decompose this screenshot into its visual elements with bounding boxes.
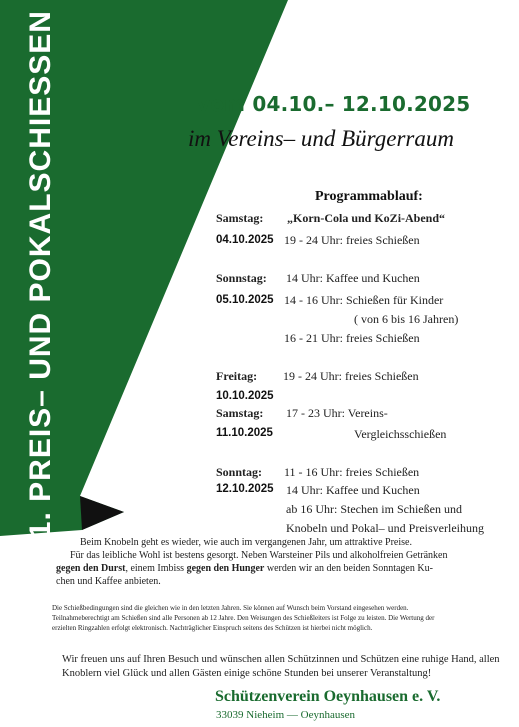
schedule-item: Knobeln und Pokal– und Preisverleihung [286, 521, 484, 535]
info-line: Beim Knobeln geht es wieder, wie auch im vergangenen Jahr, um attraktive Preise. [80, 537, 412, 548]
date-label: 05.10.2025 [216, 294, 274, 306]
rules-line: Die Schießbedingungen sind die gleichen wie in den letzten Jahren. Sie können auf Wunsch beim Vorstand eingesehen werden. [52, 604, 409, 612]
closing-text: Wir freuen uns auf Ihren Besuch und wünschen allen Schützinnen und Schützen eine ruhige Hand, allen Knoblern viel Glück und allen Gästen einige schöne Stunden bei unserer Veranstaltung! [62, 654, 500, 679]
club-name: Schützenverein Oeynhausen e. V. [215, 688, 441, 705]
schedule-item: 17 - 23 Uhr: Vereins- [286, 406, 388, 420]
date-label: 10.10.2025 [216, 390, 274, 402]
evening-title: „Korn-Cola und KoZi-Abend“ [287, 211, 446, 225]
info-line: Für das leibliche Wohl ist bestens gesorgt. Neben Warsteiner Pils und alkoholfreien Getränken [70, 550, 448, 561]
day-label: Samstag: [216, 211, 264, 225]
date-range: vom 04.10.– 12.10.2025 [197, 92, 471, 116]
day-label: Sonntag: [216, 465, 263, 479]
date-label: 11.10.2025 [216, 427, 273, 439]
info-bold: gegen den Hunger [186, 563, 265, 574]
event-title: 41. PREIS– UND POKALSCHIESSEN [24, 10, 57, 556]
program-heading: Programmablauf: [315, 189, 423, 204]
schedule-item: 11 - 16 Uhr: freies Schießen [284, 465, 420, 479]
date-label: 12.10.2025 [216, 483, 274, 495]
schedule-item: 19 - 24 Uhr: freies Schießen [284, 233, 420, 247]
venue: im Vereins– und Bürgerraum [188, 126, 454, 151]
club-address: 33039 Nieheim — Oeynhausen [216, 709, 355, 721]
schedule-item: 14 Uhr: Kaffee und Kuchen [286, 483, 420, 497]
black-wedge-shape [80, 496, 124, 530]
info-line [56, 562, 433, 575]
date-label: 04.10.2025 [216, 234, 274, 246]
day-label: Samstag: [216, 406, 264, 420]
info-bold: gegen den Durst [56, 563, 126, 574]
info-text: , einem Imbiss [125, 563, 187, 574]
schedule-note: ( von 6 bis 16 Jahren) [354, 312, 459, 326]
schedule-item: 14 Uhr: Kaffee und Kuchen [286, 271, 420, 285]
info-line: chen und Kaffee anbieten. [56, 576, 161, 587]
day-label: Sonnstag: [216, 271, 267, 285]
schedule-item: 19 - 24 Uhr: freies Schießen [283, 369, 419, 383]
rules-line: Teilnahmeberechtigt am Schießen sind alle Personen ab 12 Jahre. Den Weisungen des Schießleiters ist Folge zu leisten. Die Wertung der [52, 614, 435, 622]
day-label: Freitag: [216, 369, 258, 383]
rules-line: erzielten Ringzahlen erfolgt elektronisch. Nachträglicher Einspruch seitens des Schützen ist hierbei nicht möglich. [52, 624, 373, 632]
schedule-item: 16 - 21 Uhr: freies Schießen [284, 331, 420, 345]
schedule-item: 14 - 16 Uhr: Schießen für Kinder [284, 293, 444, 307]
schedule-item: ab 16 Uhr: Stechen im Schießen und [286, 502, 462, 516]
info-text: werden wir an den beiden Sonntagen Ku- [264, 563, 433, 574]
schedule-note: Vergleichsschießen [354, 427, 447, 441]
